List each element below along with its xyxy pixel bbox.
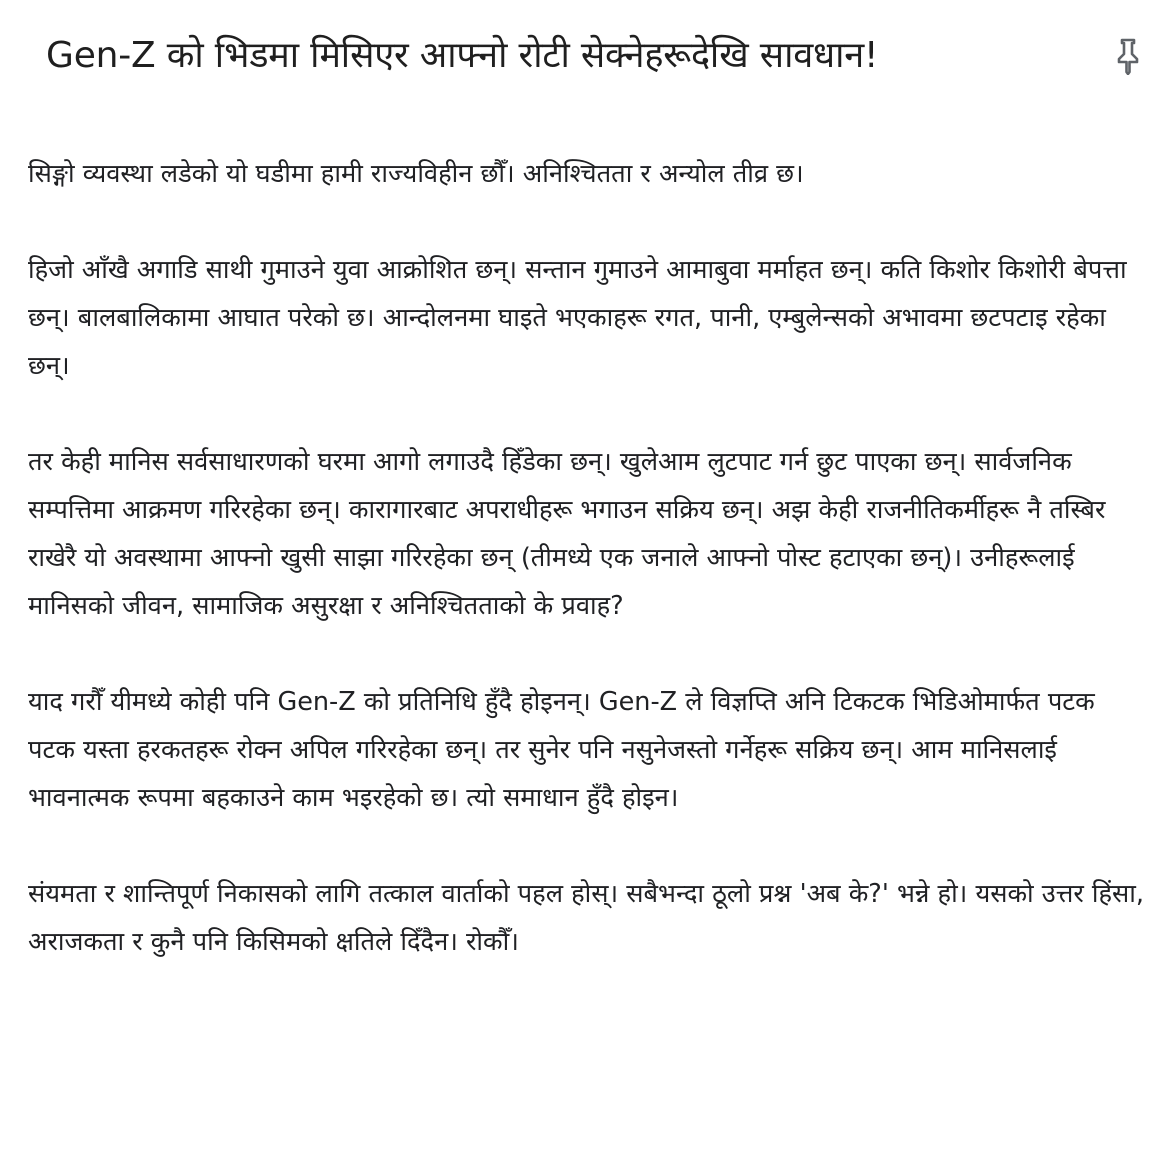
note-title[interactable]: Gen-Z को भिडमा मिसिएर आफ्नो रोटी सेक्नेहरूदेखि सावधान! [46, 35, 879, 76]
pin-icon [1114, 37, 1142, 75]
paragraph: सिङ्गो व्यवस्था लडेको यो घडीमा हामी राज्यविहीन छौँ। अनिश्चितता र अन्योल तीव्र छ। [28, 159, 804, 189]
note-header [0, 0, 1170, 120]
paragraph: तर केही मानिस सर्वसाधारणको घरमा आगो लगाउदै हिँडेका छन्। खुलेआम लुटपाट गर्न छुट पाएका छन्। सार्वजनिक सम्पत्तिमा आक्रमण गरिरहेका छन्। कारागारबाट अपराधीहरू भगाउन सक्रिय छन्। अझ केही राजनीतिकर्मीहरू नै तस्बिर राखेरै यो अवस्थामा आफ्नो खुसी साझा गरिरहेका छन् (तीमध्ये एक जनाले आफ्नो पोस्ट हटाएका छन्)। उनीहरूलाई मानिसको जीवन, सामाजिक असुरक्षा र अनिश्चितताको के प्रवाह? [28, 447, 1106, 621]
paragraph: याद गरौँ यीमध्ये कोही पनि Gen-Z को प्रतिनिधि हुँदै होइनन्। Gen-Z ले विज्ञप्ति अनि टिकटक भिडिओमार्फत पटक पटक यस्ता हरकतहरू रोक्न अपिल गरिरहेका छन्। तर सुनेर पनि नसुनेजस्तो गर्नेहरू सक्रिय छन्। आम मानिसलाई भावनात्मक रूपमा बहकाउने काम भइरहेको छ। त्यो समाधान हुँदै होइन। [28, 687, 1095, 813]
pin-button[interactable] [1108, 34, 1148, 78]
paragraph: हिजो आँखै अगाडि साथी गुमाउने युवा आक्रोशित छन्। सन्तान गुमाउने आमाबुवा मर्माहत छन्। कति किशोर किशोरी बेपत्ता छन्। बालबालिकामा आघात परेको छ। आन्दोलनमा घाइते भएकाहरू रगत, पानी, एम्बुलेन्सको अभावमा छटपटाइ रहेका छन्। [28, 255, 1127, 381]
paragraph: संयमता र शान्तिपूर्ण निकासको लागि तत्काल वार्ताको पहल होस्। सबैभन्दा ठूलो प्रश्न 'अब के?' भन्ने हो। यसको उत्तर हिंसा, अराजकता र कुनै पनि किसिमको क्षतिले दिँदैन। रोकौँ। [28, 879, 1144, 957]
note-body[interactable] [28, 150, 1146, 1014]
